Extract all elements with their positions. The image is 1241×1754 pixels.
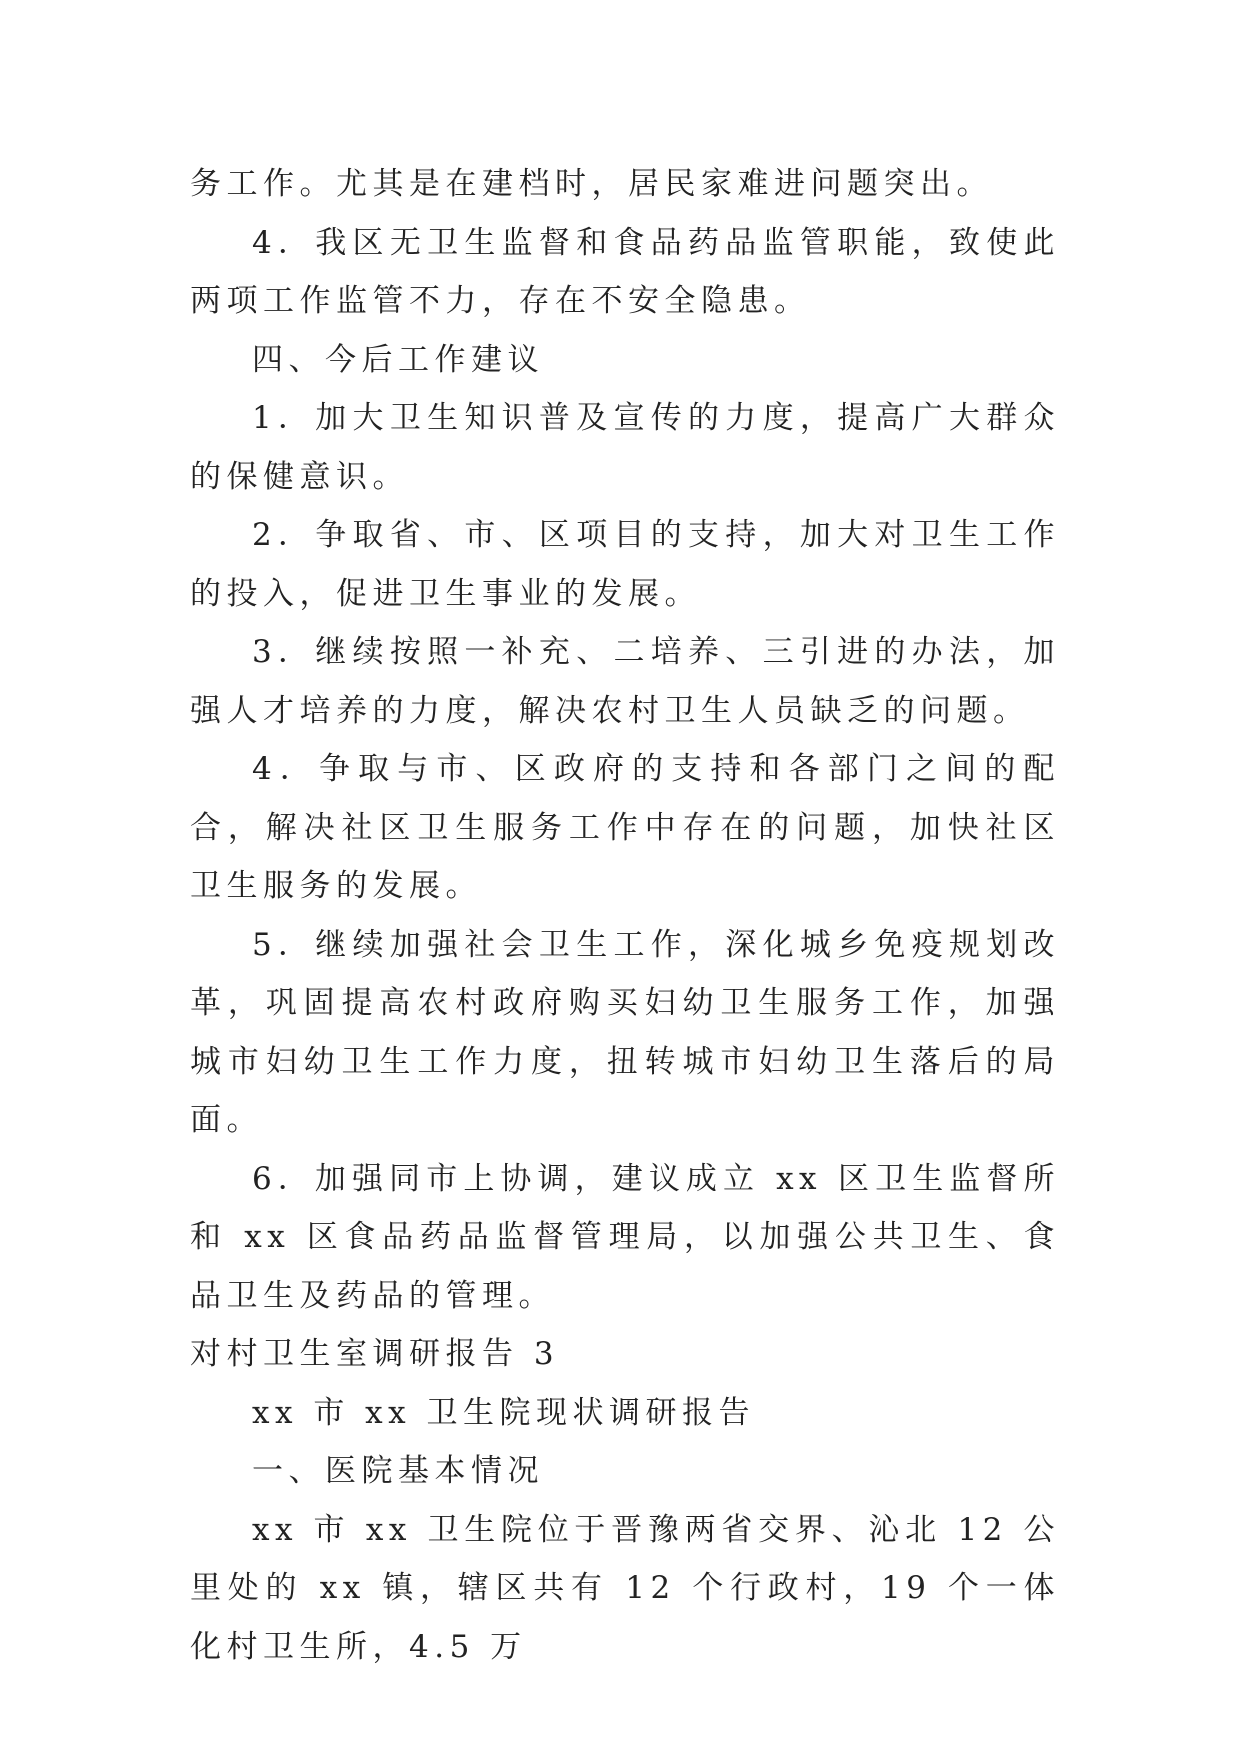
paragraph-continuation: 务工作。尤其是在建档时，居民家难进问题突出。 <box>190 166 993 202</box>
section-heading-suggestions: 四、今后工作建议 <box>252 341 544 378</box>
document-body <box>190 155 1060 1676</box>
paragraph-basic-info: xx 市 xx 卫生院位于晋豫两省交界、沁北 12 公里处的 xx 镇，辖区共有 12 个行政村，19 个一体化村卫生所，4.5 万 <box>190 1511 1060 1665</box>
section-heading-basic-info: 一、医院基本情况 <box>252 1453 544 1489</box>
report-subtitle: xx 市 xx 卫生院现状调研报告 <box>252 1394 755 1431</box>
paragraph-suggestion-5: 5．继续加强社会卫生工作，深化城乡免疫规划改革，巩固提高农村政府购买妇幼卫生服务工作，加强城市妇幼卫生工作力度，扭转城市妇幼卫生落后的局面。 <box>190 926 1060 1138</box>
paragraph-suggestion-1: 1．加大卫生知识普及宣传的力度，提高广大群众的保健意识。 <box>190 400 1060 495</box>
paragraph-suggestion-3: 3．继续按照一补充、二培养、三引进的办法，加强人才培养的力度，解决农村卫生人员缺乏的问题。 <box>190 634 1060 729</box>
paragraph-item-4-supervision: 4．我区无卫生监督和食品药品监管职能，致使此两项工作监管不力，存在不安全隐患。 <box>190 224 1060 319</box>
report-section-title: 对村卫生室调研报告 3 <box>190 1336 560 1372</box>
paragraph-suggestion-2: 2．争取省、市、区项目的支持，加大对卫生工作的投入，促进卫生事业的发展。 <box>190 517 1060 612</box>
paragraph-suggestion-4: 4．争取与市、区政府的支持和各部门之间的配合，解决社区卫生服务工作中存在的问题，加快社区卫生服务的发展。 <box>190 751 1060 904</box>
paragraph-suggestion-6: 6．加强同市上协调，建议成立 xx 区卫生监督所和 xx 区食品药品监督管理局，以加强公共卫生、食品卫生及药品的管理。 <box>190 1160 1060 1314</box>
